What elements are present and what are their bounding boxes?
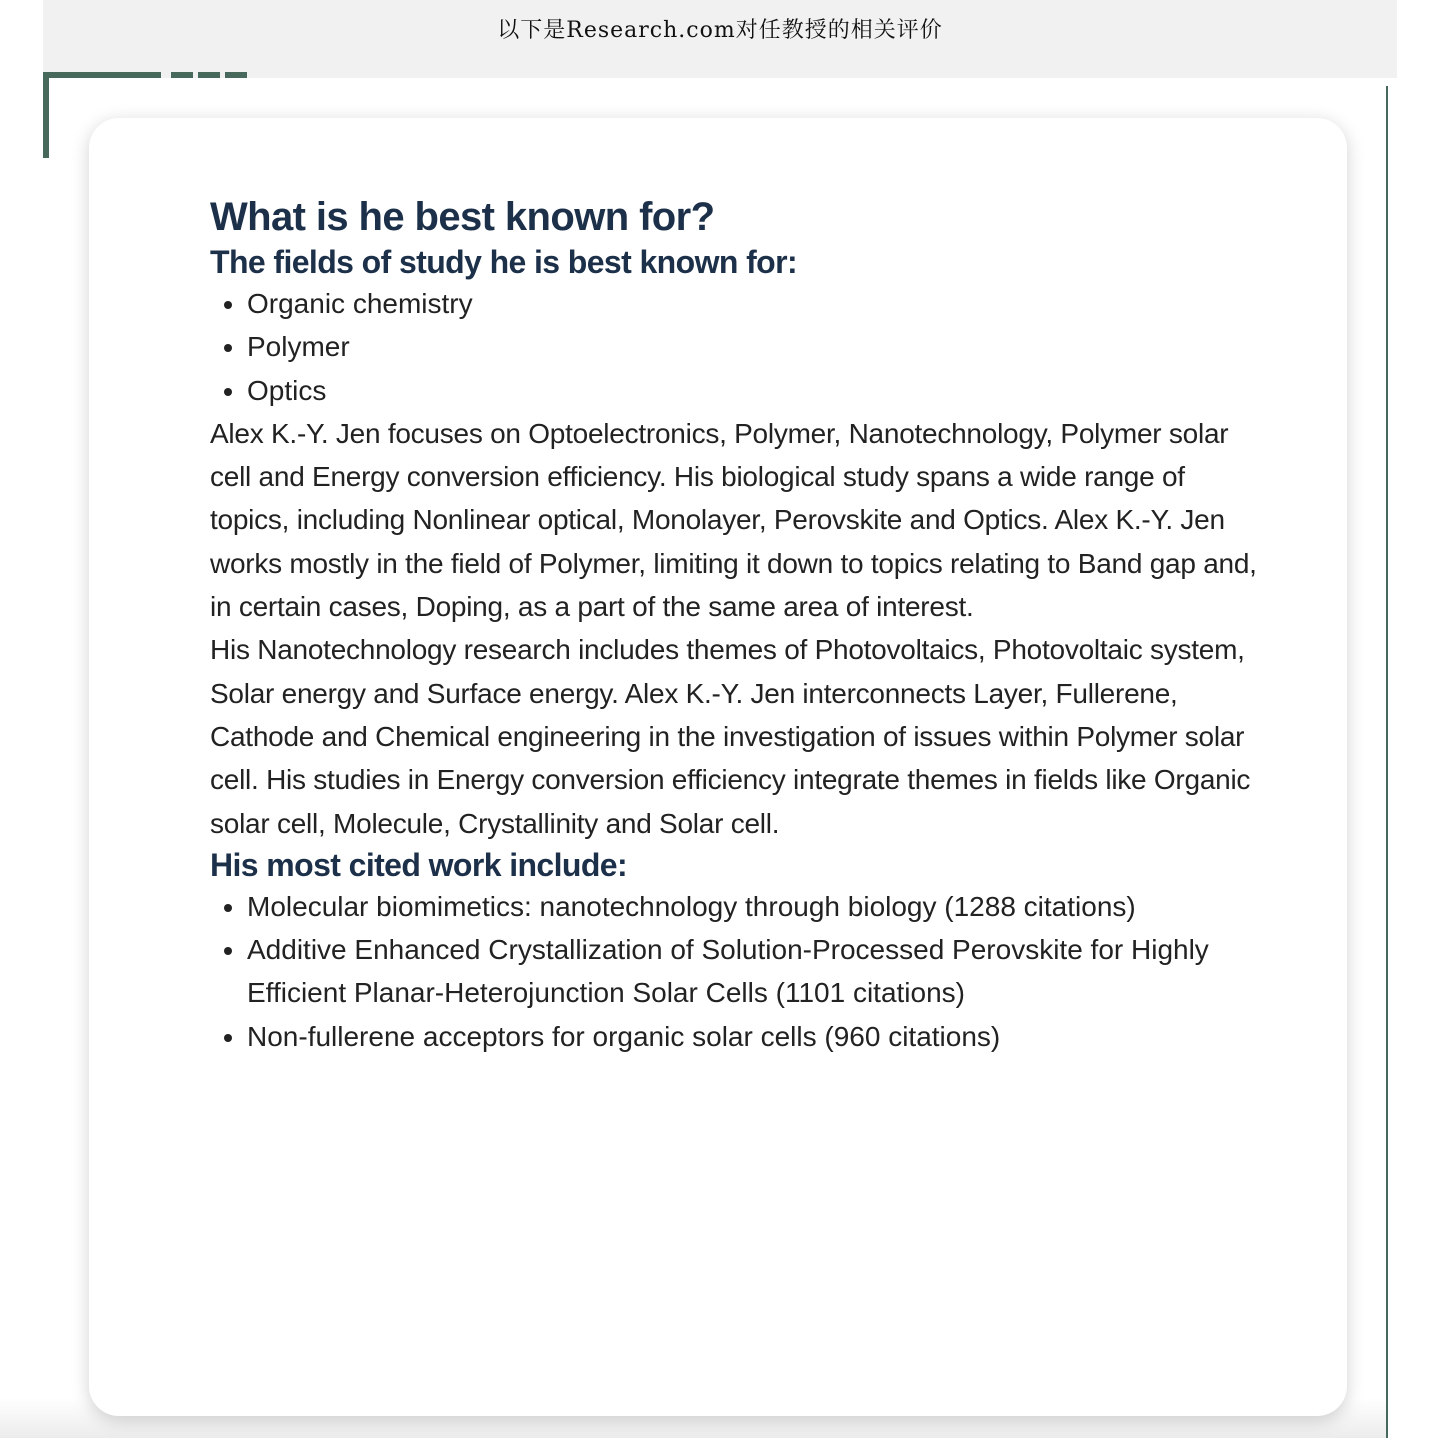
list-item: • Additive Enhanced Crystallization of Solution-Processed Perovskite for Highly Efficient Planar-Heterojunction Solar Cells (1101 citations) xyxy=(247,928,1270,1015)
banner-title: 以下是Research.com对任教授的相关评价 xyxy=(497,18,943,43)
fields-heading: The fields of study he is best known for: xyxy=(210,244,798,280)
page-heading: What is he best known for? xyxy=(210,195,715,239)
cited-heading: His most cited work include: xyxy=(210,846,628,883)
right-frame-line xyxy=(1386,86,1388,1438)
corner-frame-horizontal xyxy=(43,72,161,78)
list-item: • Polymer xyxy=(247,325,1270,368)
top-banner xyxy=(43,0,1397,78)
cited-works-list xyxy=(210,885,1270,1058)
research-paragraph: His Nanotechnology research includes themes of Photovoltaics, Photovoltaic system, Solar energy and Surface energy. Alex K.-Y. Jen interconnects Layer, Fullerene, Cathode and Chemical engineering in the investigation of issues within Polymer solar cell. His studies in Energy conversion efficiency integrate themes in fields like Organic solar cell, Molecule, Crystallinity and Solar cell. xyxy=(210,634,1251,839)
corner-frame-vertical xyxy=(43,72,49,158)
corner-frame-dash xyxy=(171,72,193,78)
profile-card xyxy=(89,118,1347,1416)
corner-frame-dash xyxy=(225,72,247,78)
list-item: • Organic chemistry xyxy=(247,282,1270,325)
summary-paragraph: Alex K.-Y. Jen focuses on Optoelectronics, Polymer, Nanotechnology, Polymer solar cell and Energy conversion efficiency. His biological study spans a wide range of topics, including Nonlinear optical, Monolayer, Perovskite and Optics. Alex K.-Y. Jen works mostly in the field of Polymer, limiting it down to topics relating to Band gap and, in certain cases, Doping, as a part of the same area of interest. xyxy=(210,417,1257,623)
list-item: • Non-fullerene acceptors for organic solar cells (960 citations) xyxy=(247,1015,1270,1058)
fields-list xyxy=(210,282,1270,412)
list-item: • Molecular biomimetics: nanotechnology through biology (1288 citations) xyxy=(247,885,1270,928)
corner-frame-dash xyxy=(198,72,220,78)
card-content xyxy=(210,192,1270,1058)
list-item: • Optics xyxy=(247,369,1270,412)
